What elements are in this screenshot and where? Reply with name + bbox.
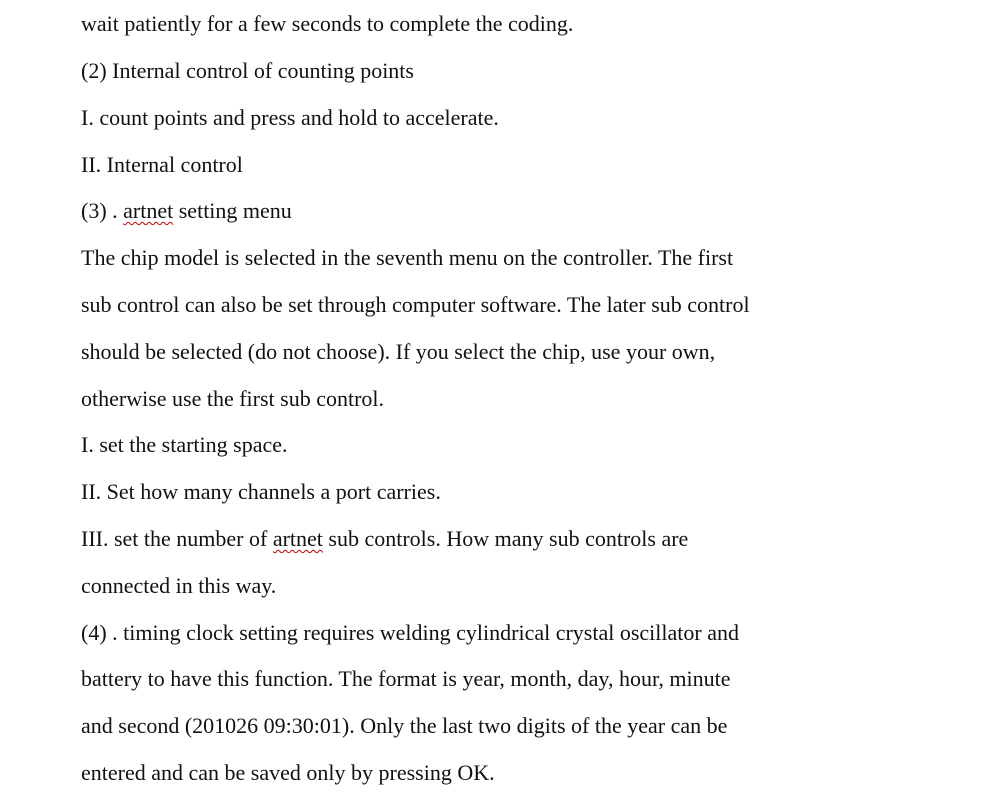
text-line [81,573,276,599]
text-line [81,526,688,552]
text-line-content: sub control can also be set through computer software. The later sub control [81,292,750,317]
text-line-prefix: III. set the number of [81,526,273,551]
text-line-content: The chip model is selected in the seventh menu on the controller. The first [81,245,734,270]
text-line [81,105,499,131]
text-line [81,339,715,365]
text-line-content: wait patiently for a few seconds to complete the coding. [81,11,574,36]
text-line-content: should be selected (do not choose). If you select the chip, use your own, [81,339,716,364]
text-line-content: and second (201026 09:30:01). Only the last two digits of the year can be [81,713,728,738]
text-line [81,713,727,739]
text-line [81,666,731,692]
text-line [81,11,573,37]
text-line-content: battery to have this function. The format is year, month, day, hour, minute [81,666,731,691]
text-line-content: I. set the starting space. [81,432,288,457]
text-line [81,152,243,178]
text-line-content: connected in this way. [81,573,277,598]
spellcheck-flagged-word: artnet [272,526,323,551]
text-line [81,386,384,412]
text-line-content: otherwise use the first sub control. [81,386,385,411]
section-heading [81,620,739,646]
section-heading [81,198,292,224]
text-line-suffix: sub controls. How many sub controls are [322,526,689,551]
text-line-content: entered and can be saved only by pressing OK. [81,760,495,785]
spellcheck-flagged-word: artnet [123,198,174,223]
text-line-content: II. Internal control [81,152,243,177]
section-heading-suffix: setting menu [173,198,292,223]
text-line-content: II. Set how many channels a port carries. [81,479,441,504]
section-heading-text: (2) Internal control of counting points [81,58,414,83]
text-line [81,479,441,505]
section-heading-prefix: (3) . [81,198,124,223]
text-line [81,432,288,458]
text-line [81,292,750,318]
section-heading [81,58,414,84]
text-line [81,760,495,786]
text-line-content: I. count points and press and hold to accelerate. [81,105,499,130]
section-heading-text: (4) . timing clock setting requires welding cylindrical crystal oscillator and [81,620,739,645]
text-line [81,245,733,271]
